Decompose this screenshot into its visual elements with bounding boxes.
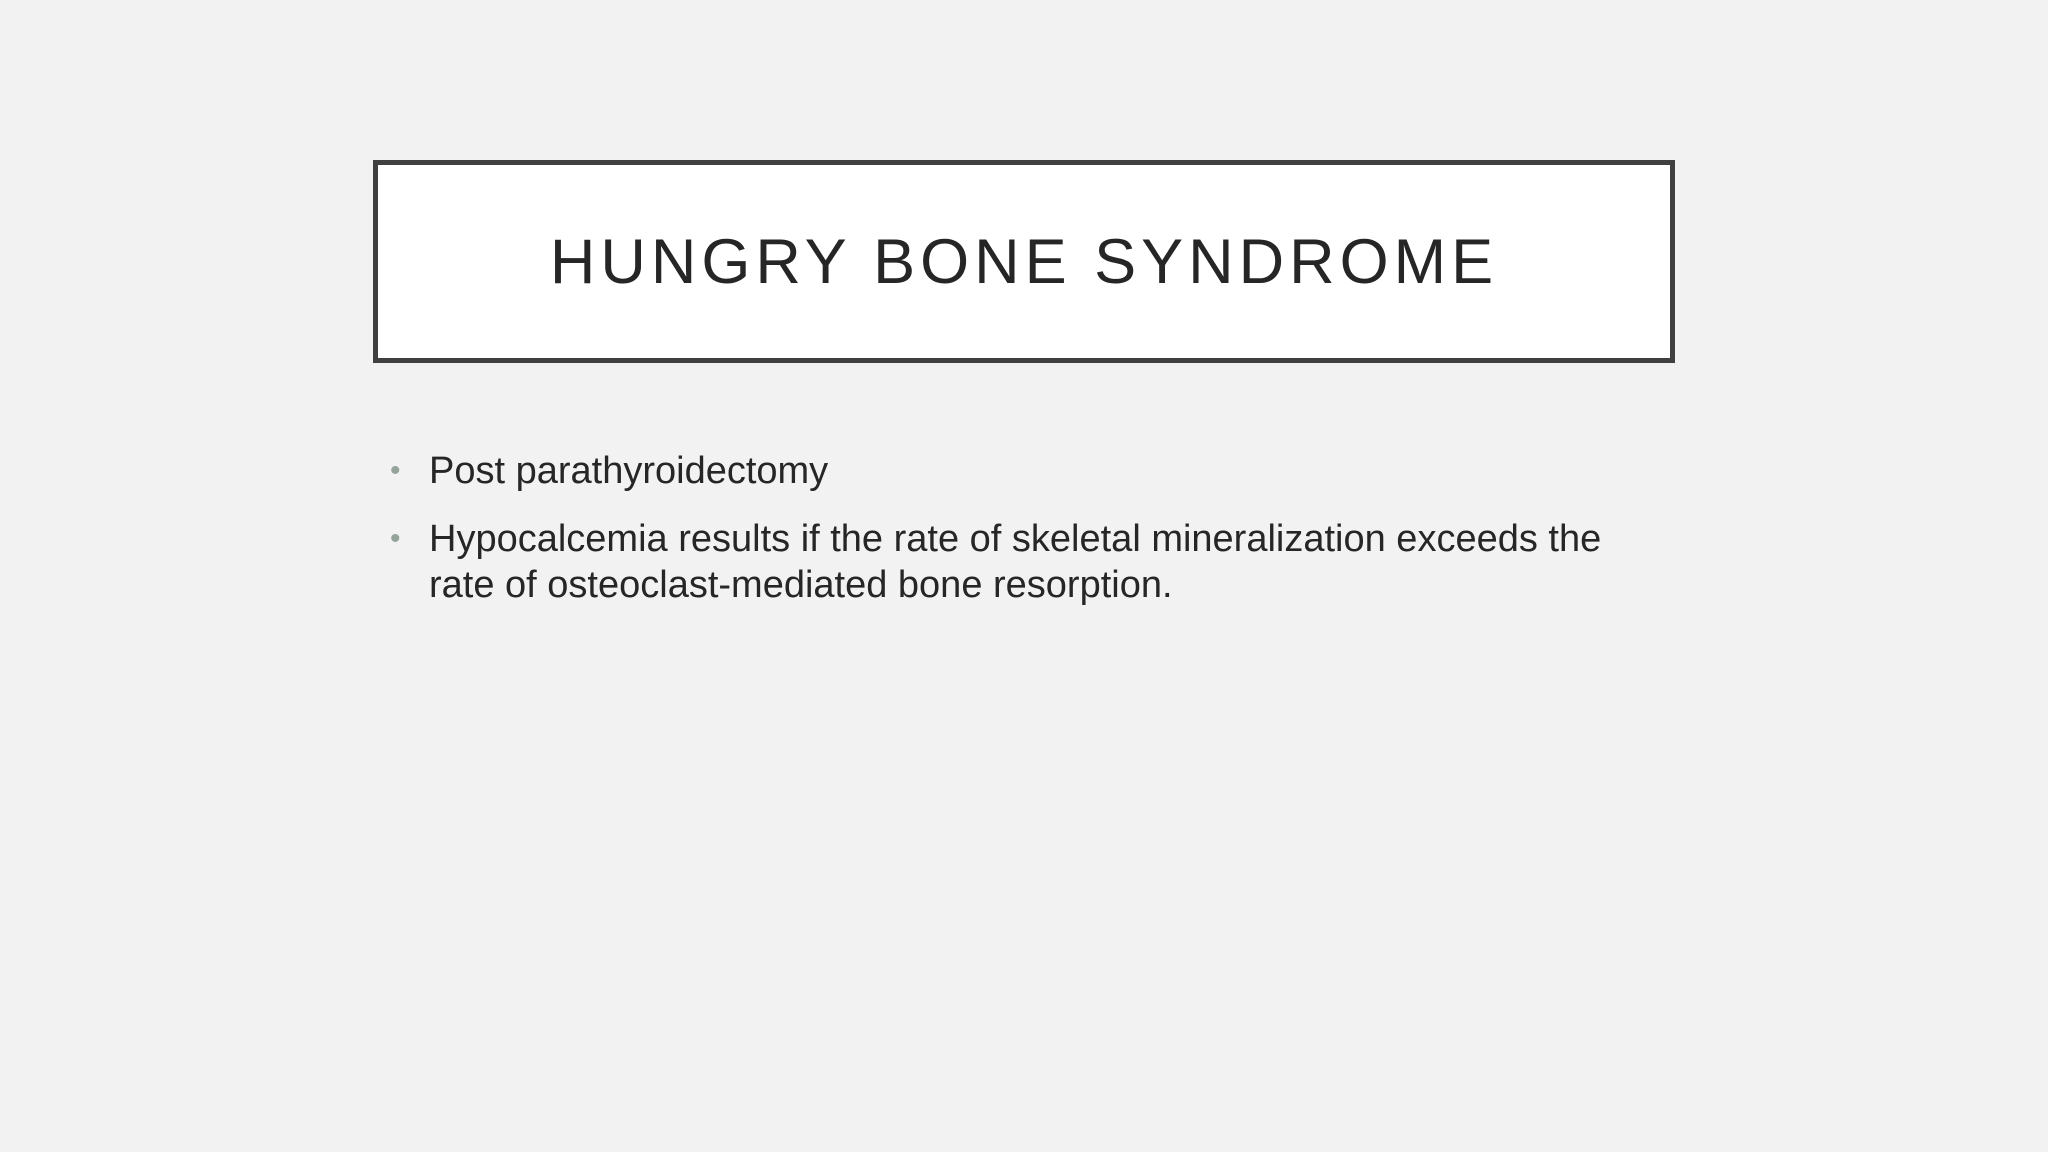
bullet-point-icon: • [390, 522, 401, 555]
slide-title: HUNGRY BONE SYNDROME [549, 226, 1499, 297]
bullet-text: Post parathyroidectomy [429, 450, 829, 492]
bullet-point-icon: • [390, 454, 401, 487]
bullet-item [388, 448, 1638, 494]
bullet-list [388, 448, 1638, 630]
bullet-text: Hypocalcemia results if the rate of skeletal mineralization exceeds the rate of osteoclast-mediated bone resorption. [429, 518, 1602, 606]
bullet-item [388, 516, 1638, 608]
title-box [373, 160, 1675, 363]
